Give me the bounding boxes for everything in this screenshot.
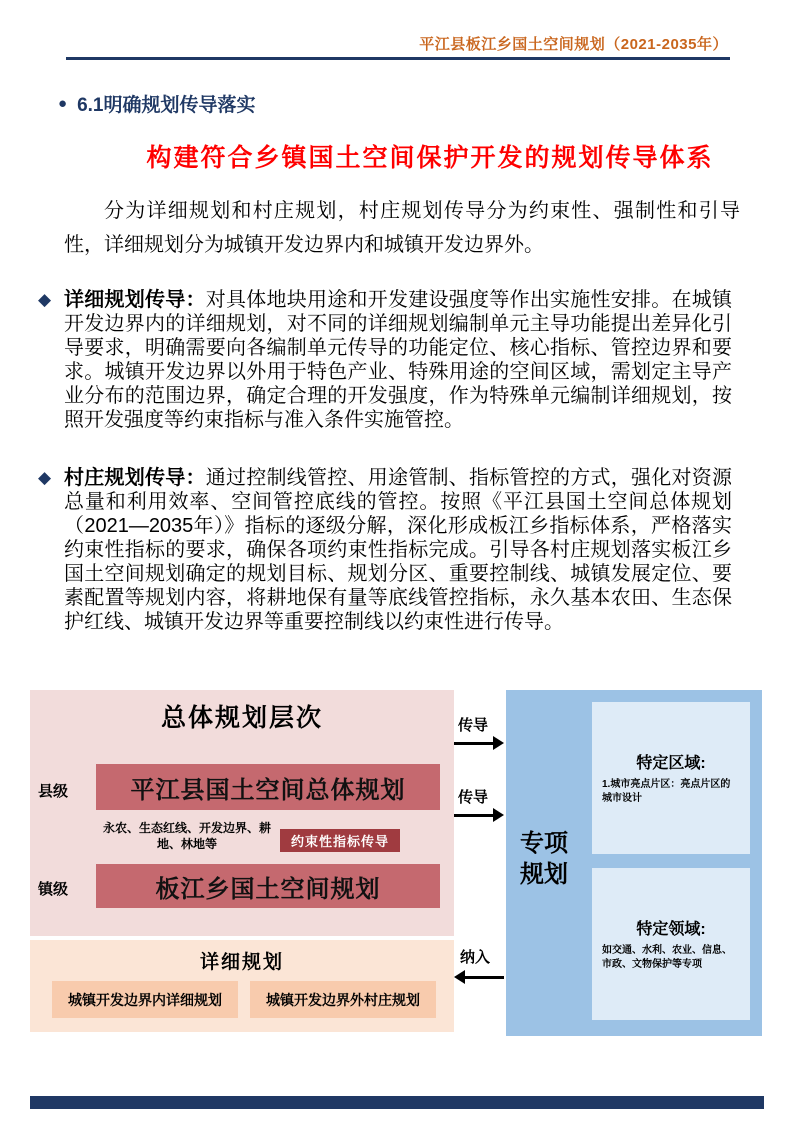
diamond-bullet-icon: ◆ <box>38 468 52 487</box>
village-plan-transfer-paragraph <box>64 466 732 634</box>
include-arrow-icon <box>454 970 504 984</box>
section-heading <box>58 90 255 117</box>
paragraph-lead: 村庄规划传导： <box>64 467 206 489</box>
county-level-label: 县级 <box>38 783 69 800</box>
paragraph-body: 通过控制线管控、用途管制、指标管控的方式，强化对资源总量和利用效率、空间管控底线的管控。按照《平江县国土空间总体规划（2021—2035年）》指标的逐级分解，深化形成板江乡指标体系，严格落实约束性指标的要求，确保各项约束性指标完成。引导各村庄规划落实板江乡国土空间规划确定的规划目标、规划分区、重要控制线、城镇发展定位、要素配置等规划内容，将耕地保有量等底线管控指标，永久基本农田、生态保护红线、城镇开发边界等重要控制线以约束性进行传导。 <box>64 467 732 633</box>
include-label: 纳入 <box>460 949 491 966</box>
constraint-items-note: 永农、生态红线、开发边界、耕地、林地等 <box>102 821 271 851</box>
paragraph-body: 对具体地块用途和开发建设强度等作出实施性安排。在城镇开发边界内的详细规划，对不同的详细规划编制单元主导功能提出差异化引导要求，明确需要向各编制单元传导的功能定位、核心指标、管控边界和要求。城镇开发边界以外用于特色产业、特殊用途的空间区域，需划定主导产业分布的范围边界，确定合理的开发强度，作为特殊单元编制详细规划，按照开发强度等约束指标与准入条件实施管控。 <box>64 289 732 431</box>
transfer-arrow-top-icon <box>454 736 504 750</box>
outside-boundary-plan-box: 城镇开发边界外村庄规划 <box>250 981 436 1018</box>
detail-plan-transfer-paragraph <box>64 288 732 432</box>
county-plan-box: 平江县国土空间总体规划 <box>96 764 440 810</box>
header-rule <box>66 57 730 60</box>
town-level-label: 镇级 <box>38 881 69 898</box>
circle-bullet-icon: ● <box>58 95 68 112</box>
transfer-label-top: 传导 <box>458 717 489 734</box>
paragraph-lead: 详细规划传导： <box>64 289 206 311</box>
diamond-bullet-icon: ◆ <box>38 290 52 309</box>
constraint-transfer-box: 约束性指标传导 <box>280 829 400 852</box>
intro-paragraph: 分为详细规划和村庄规划，村庄规划传导分为约束性、强制性和引导性，详细规划分为城镇开发边界内和城镇开发边界外。 <box>64 200 740 256</box>
header-title: 平江县板江乡国土空间规划（2021-2035年） <box>419 36 728 53</box>
transfer-arrow-mid-icon <box>454 808 504 822</box>
special-plan-title: 专项规划 <box>520 830 568 888</box>
footer-bar <box>30 1096 764 1109</box>
page-title: 构建符合乡镇国土空间保护开发的规划传导体系 <box>146 144 714 172</box>
detail-plan-title: 详细规划 <box>199 952 284 973</box>
specific-field-title: 特定领域: <box>636 921 706 938</box>
town-plan-box: 板江乡国土空间规划 <box>96 864 440 908</box>
specific-field-box <box>592 868 750 1020</box>
section-heading-text: 6.1明确规划传导落实 <box>77 95 256 116</box>
master-plan-title: 总体规划层次 <box>160 704 323 732</box>
specific-field-body: 如交通、水利、农业、信息、市政、文物保护等专项 <box>602 945 732 970</box>
inside-boundary-plan-box: 城镇开发边界内详细规划 <box>52 981 238 1018</box>
specific-region-box <box>592 702 750 854</box>
specific-region-body: 1.城市亮点片区：亮点片区的城市设计 <box>602 779 731 804</box>
transfer-label-mid: 传导 <box>458 789 489 806</box>
specific-region-title: 特定区域: <box>636 755 706 772</box>
